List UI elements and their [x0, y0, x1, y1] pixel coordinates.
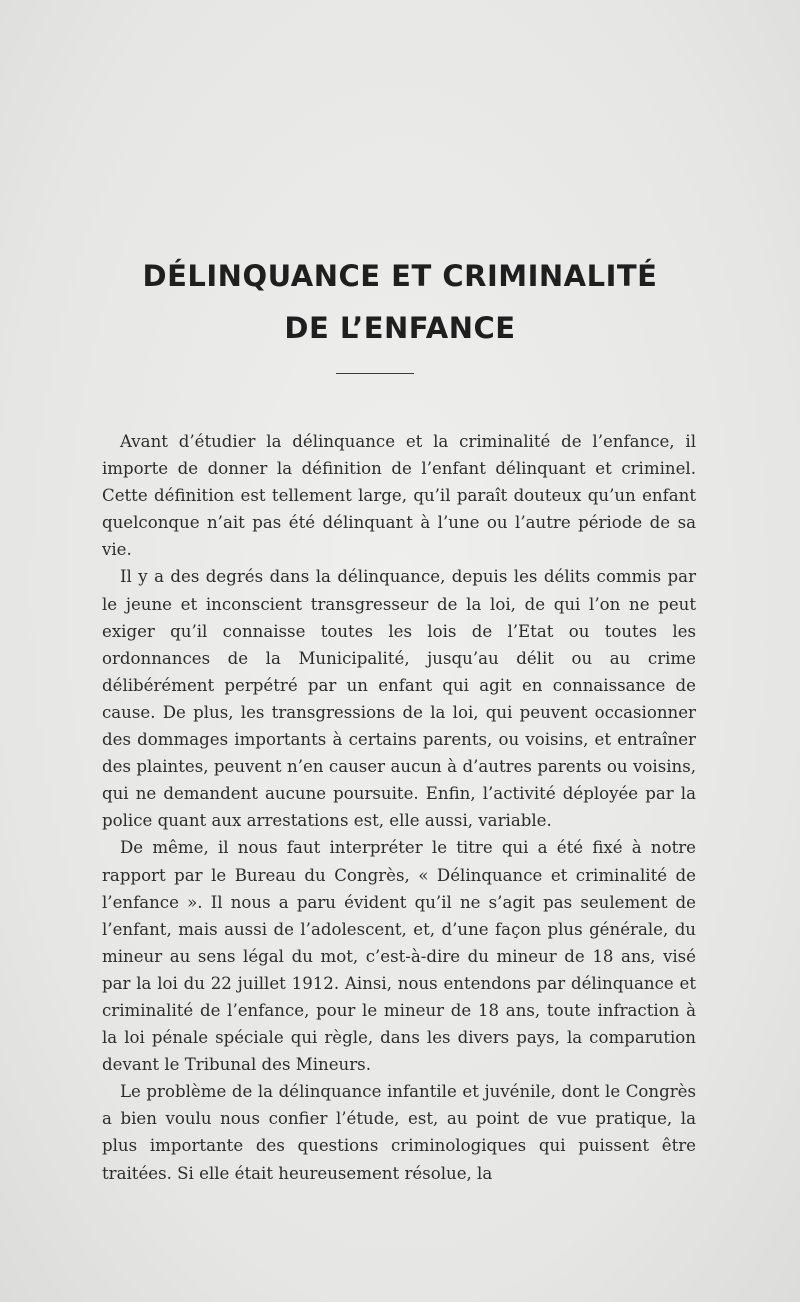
paragraph-2: Il y a des degrés dans la délinquance, depuis les délits commis par le jeune et inconscient transgresseur de la loi, de qui l’on ne peut exiger qu’il connaisse toutes les lois de l’Etat ou toutes les ordonnances de la Municipalité, jusqu’au délit ou au crime délibérément perpétré par un enfant qui agit en connaissance de cause. De plus, les transgressions de la loi, qui peuvent occasionner des dommages importants à certains parents, ou voisins, et entraîner des plaintes, peuvent n’en causer aucun à d’autres parents ou voisins, qui ne demandent aucune poursuite. Enfin, l’activité déployée par la police quant aux arrestations est, elle aussi, variable. — [102, 567, 696, 831]
body-text — [102, 428, 696, 1187]
paragraph-1: Avant d’étudier la délinquance et la criminalité de l’enfance, il importe de donner la définition de l’enfant délinquant et criminel. Cette définition est tellement large, qu’il paraît douteux qu’un enfant quelconque n’ait pas été délinquant à l’une ou l’autre période de sa vie. — [102, 432, 696, 560]
paragraph-3: De même, il nous faut interpréter le titre qui a été fixé à notre rapport par le Bureau du Congrès, « Délinquance et criminalité de l’enfance ». Il nous a paru évident qu’il ne s’agit pas seulement de l’enfant, mais aussi de l’adolescent, et, d’une façon plus générale, du mineur au sens légal du mot, c’est-à-dire du mineur de 18 ans, visé par la loi du 22 juillet 1912. Ainsi, nous entendons par délinquance et criminalité de l’enfance, pour le mineur de 18 ans, toute infraction à la loi pénale spéciale qui règle, dans les divers pays, la comparution devant le Tribunal des Mineurs. — [102, 838, 696, 1075]
title-line-2: DE L’ENFANCE — [284, 311, 516, 345]
paragraph-4: Le problème de la délinquance infantile et juvénile, dont le Congrès a bien voulu nous confier l’étude, est, au point de vue pratique, la plus importante des questions criminologiques qui puissent être traitées. Si elle était heureusement résolue, la — [102, 1082, 696, 1183]
title-line-1: DÉLINQUANCE ET CRIMINALITÉ — [142, 259, 658, 293]
page-title — [0, 250, 800, 354]
title-divider — [336, 373, 414, 374]
